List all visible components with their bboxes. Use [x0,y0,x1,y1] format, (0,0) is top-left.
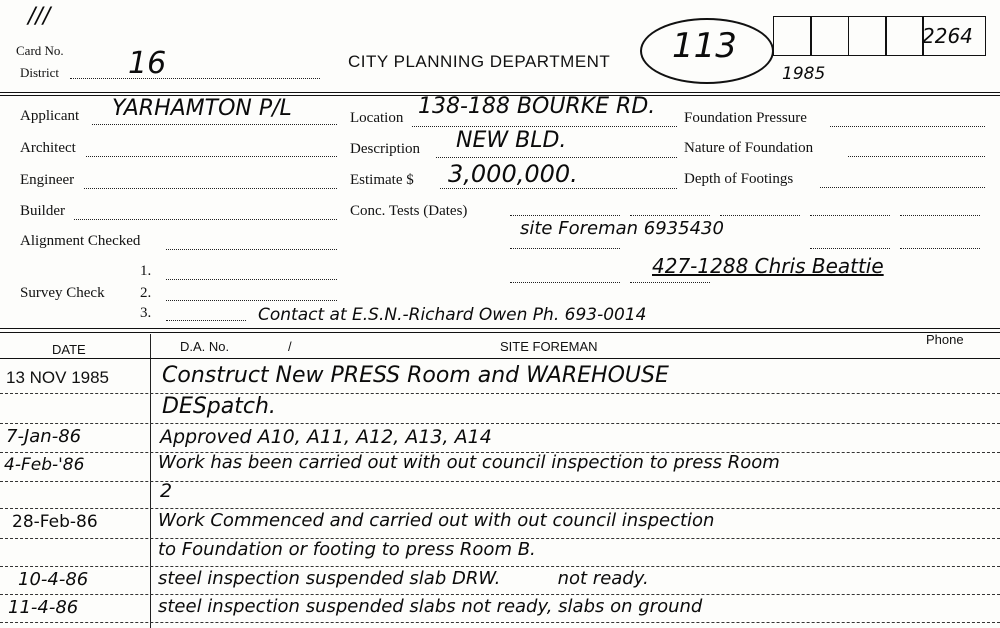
estimate-label: Estimate $ [350,172,414,188]
conc-line-row2c [900,248,980,249]
log-row-text: Approved A10, A11, A12, A13, A14 [160,426,492,448]
log-rule [0,423,1000,424]
da-no-slash: / [288,339,292,354]
survey-label: Survey Check [20,285,105,301]
log-row-text: to Foundation or footing to press Room B. [158,539,536,560]
applicant-label: Applicant [20,108,80,124]
log-row-date: 10-4-86 [18,569,89,590]
phone-header: Phone [926,332,964,347]
log-row-date: 11-4-86 [8,597,79,618]
nature-line [848,156,985,157]
log-row-text: steel inspection suspended slab DRW. not ready. [158,568,649,589]
location-label: Location [350,110,404,126]
log-rule [0,508,1000,509]
engineer-line [84,188,337,189]
foundation-pressure-label: Foundation Pressure [684,110,807,126]
site-foreman-header: SITE FOREMAN [500,339,598,354]
district-line [70,78,320,79]
log-row-text: steel inspection suspended slabs not ready, slabs on ground [158,596,703,617]
conc-line-row2b [810,248,890,249]
survey-1-label: 1. [140,263,152,279]
survey-2-label: 2. [140,285,152,301]
phone-note: 427-1288 Chris Beattie [652,254,884,278]
district-value: 16 [128,46,167,81]
log-row-date: 28-Feb-86 [12,512,98,532]
log-header-rule [0,358,1000,359]
district-label: District [20,65,59,80]
conc-line-1 [510,215,620,216]
conc-line-4 [810,215,890,216]
architect-line [86,156,337,157]
log-rule [0,566,1000,567]
architect-label: Architect [20,140,76,156]
estimate-line [440,188,677,189]
conc-line-5 [900,215,980,216]
builder-line [74,219,337,220]
conc-line-3 [720,215,800,216]
circled-number: 113 [672,26,737,66]
alignment-label: Alignment Checked [20,233,141,249]
description-line [436,157,677,158]
log-row-date: 13 NOV 1985 [6,368,110,387]
location-line [412,126,677,127]
header-rule [0,92,1000,93]
depth-line [820,187,985,188]
log-row-text: Work Commenced and carried out with out council inspection [158,510,715,531]
card-no-label: Card No. [16,43,64,58]
nature-of-foundation-label: Nature of Foundation [684,140,814,156]
description-value: NEW BLD. [456,128,567,153]
log-row-date: 4-Feb-'86 [4,455,85,475]
engineer-label: Engineer [20,172,75,188]
alignment-line [166,249,337,250]
builder-label: Builder [20,203,65,219]
location-value: 138-188 BOURKE RD. [418,94,656,119]
page-title: CITY PLANNING DEPARTMENT [348,52,611,71]
depth-of-footings-label: Depth of Footings [684,171,794,187]
card-number: 2264 [922,24,973,48]
log-top-rule-2 [0,332,1000,333]
log-row-text: 2 [160,480,173,502]
log-row-text: Construct New PRESS Room and WAREHOUSE [162,363,669,388]
log-row-text: DESpatch. [162,394,276,419]
log-row-date: 7-Jan-86 [6,426,82,447]
da-no-header: D.A. No. [180,339,230,354]
conc-line-row3b [630,282,710,283]
description-label: Description [350,141,420,157]
applicant-line [92,124,337,125]
conc-line-row3a [510,282,620,283]
log-rule [0,393,1000,394]
conc-line-2 [630,215,710,216]
log-rule [0,622,1000,623]
log-rule [0,481,1000,482]
year: 1985 [782,64,826,84]
applicant-value: YARHAMTON P/L [112,96,292,121]
survey-3-label: 3. [140,305,152,321]
site-foreman-note: site Foreman 6935430 [520,218,724,239]
contact-note: Contact at E.S.N.-Richard Owen Ph. 693-0014 [258,305,647,325]
log-rule [0,594,1000,595]
estimate-value: 3,000,000. [448,160,578,188]
log-top-rule [0,328,1000,329]
conc-tests-label: Conc. Tests (Dates) [350,203,468,219]
corner-mark: /// [28,4,51,29]
survey-3-line [166,320,246,321]
foundation-pressure-line [830,126,985,127]
conc-line-row2a [510,248,620,249]
date-header: DATE [52,342,86,357]
log-row-text: Work has been carried out with out council inspection to press Room [158,452,780,473]
survey-2-line [166,300,337,301]
survey-1-line [166,279,337,280]
